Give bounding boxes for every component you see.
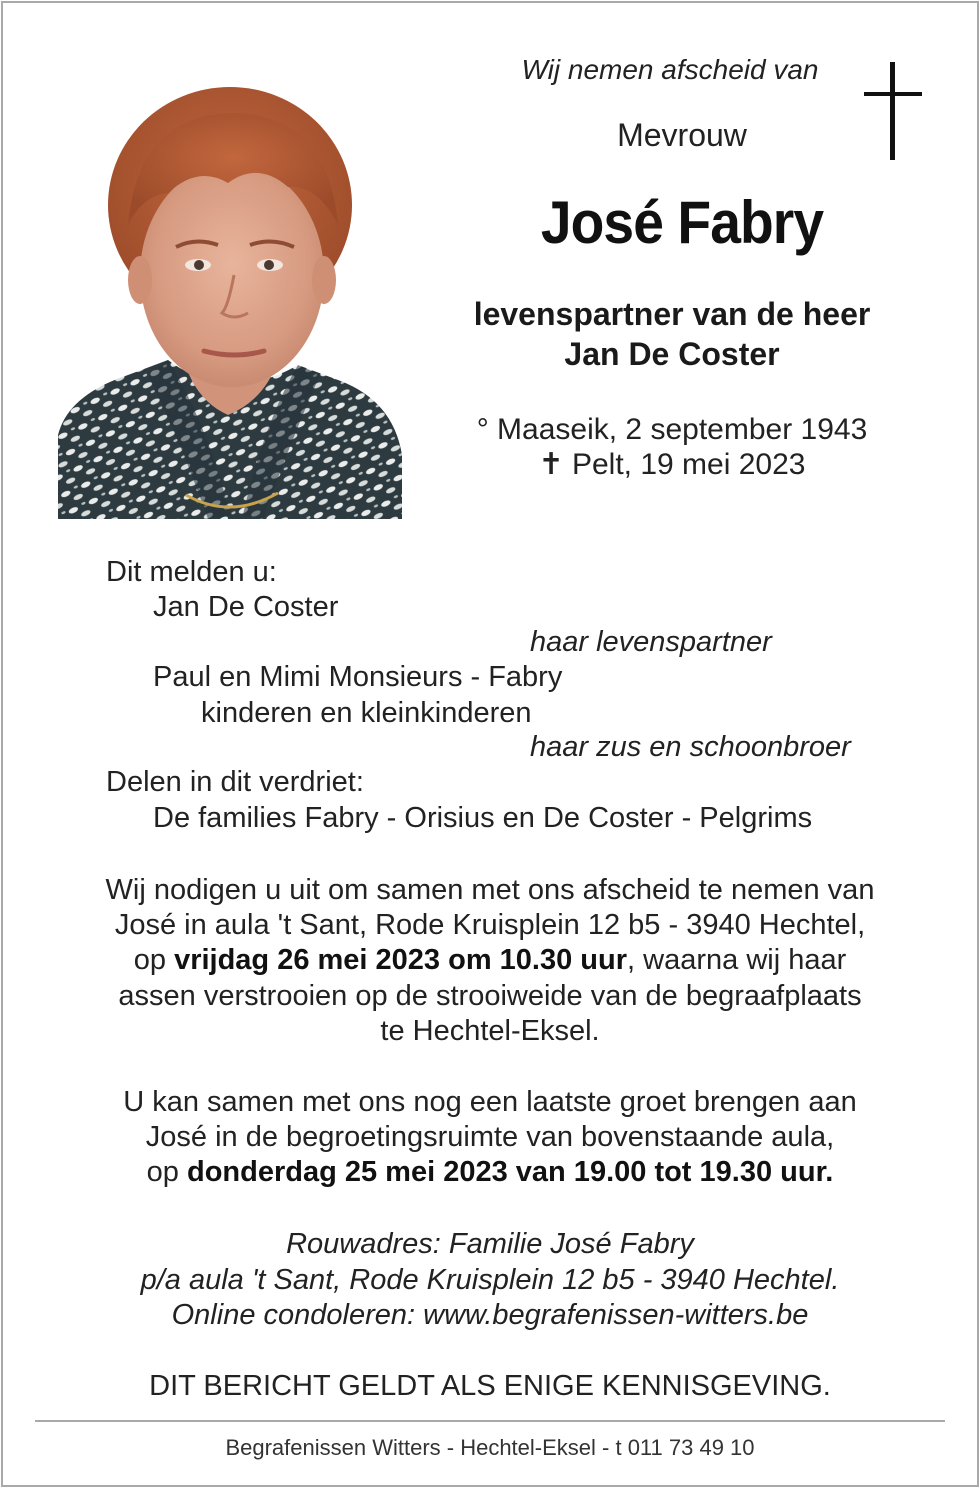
address-line-1: Rouwadres: Familie José Fabry <box>286 1228 694 1260</box>
viewing-line-3 <box>40 1156 940 1189</box>
ceremony-line-3 <box>40 944 940 977</box>
ceremony-line-3-pre: op <box>133 944 175 976</box>
announcer-name-2: Paul en Mimi Monsieurs - Fabry <box>153 661 563 693</box>
announcer-name-2b: kinderen en kleinkinderen <box>201 697 532 729</box>
viewing-line-1: U kan samen met ons nog een laatste groet brengen aan <box>123 1086 857 1118</box>
ceremony-line-4: assen verstrooien op de strooiweide van de begraafplaats <box>118 980 862 1012</box>
partner-line-1: levenspartner van de heer <box>473 296 871 332</box>
address-line-2: p/a aula 't Sant, Rode Kruisplein 12 b5 - 3940 Hechtel. <box>140 1264 840 1296</box>
birth-line: ° Maaseik, 2 september 1943 <box>476 413 868 446</box>
sharing-heading: Delen in dit verdriet: <box>106 766 364 798</box>
deceased-name: José Fabry <box>540 189 824 256</box>
intro-text: Wij nemen afscheid van <box>521 54 819 85</box>
viewing-date: donderdag 25 mei 2023 van 19.00 tot 19.30 uur. <box>186 1156 834 1188</box>
ceremony-line-1: Wij nodigen u uit om samen met ons afscheid te nemen van <box>105 874 875 906</box>
address-line-3: Online condoleren: www.begrafenissen-witters.be <box>171 1299 809 1331</box>
announcer-relation-1: haar levenspartner <box>530 626 772 658</box>
viewing-line-3-pre: op <box>146 1156 187 1188</box>
notice-text: DIT BERICHT GELDT ALS ENIGE KENNISGEVING. <box>149 1370 831 1402</box>
announcer-name-1: Jan De Coster <box>153 591 339 623</box>
footer-text: Begrafenissen Witters - Hechtel-Eksel - t 011 73 49 10 <box>225 1435 755 1460</box>
footer-divider <box>35 1420 945 1422</box>
portrait-illustration <box>58 75 402 519</box>
ceremony-line-3-post: , waarna wij haar <box>627 944 847 976</box>
families-line: De families Fabry - Orisius en De Coster - Pelgrims <box>153 802 813 834</box>
death-line: ✝ Pelt, 19 mei 2023 <box>538 448 806 481</box>
announcer-relation-2: haar zus en schoonbroer <box>530 731 851 763</box>
ceremony-line-5: te Hechtel-Eksel. <box>380 1015 600 1047</box>
partner-line-2: Jan De Coster <box>564 336 780 372</box>
announcers-heading: Dit melden u: <box>106 556 277 588</box>
ceremony-line-2: José in aula 't Sant, Rode Kruisplein 12 b5 - 3940 Hechtel, <box>114 909 866 941</box>
viewing-line-2: José in de begroetingsruimte van bovenstaande aula, <box>145 1121 835 1153</box>
salutation: Mevrouw <box>617 117 747 153</box>
portrait-photo <box>58 75 402 519</box>
ceremony-date: vrijdag 26 mei 2023 om 10.30 uur <box>174 944 628 976</box>
